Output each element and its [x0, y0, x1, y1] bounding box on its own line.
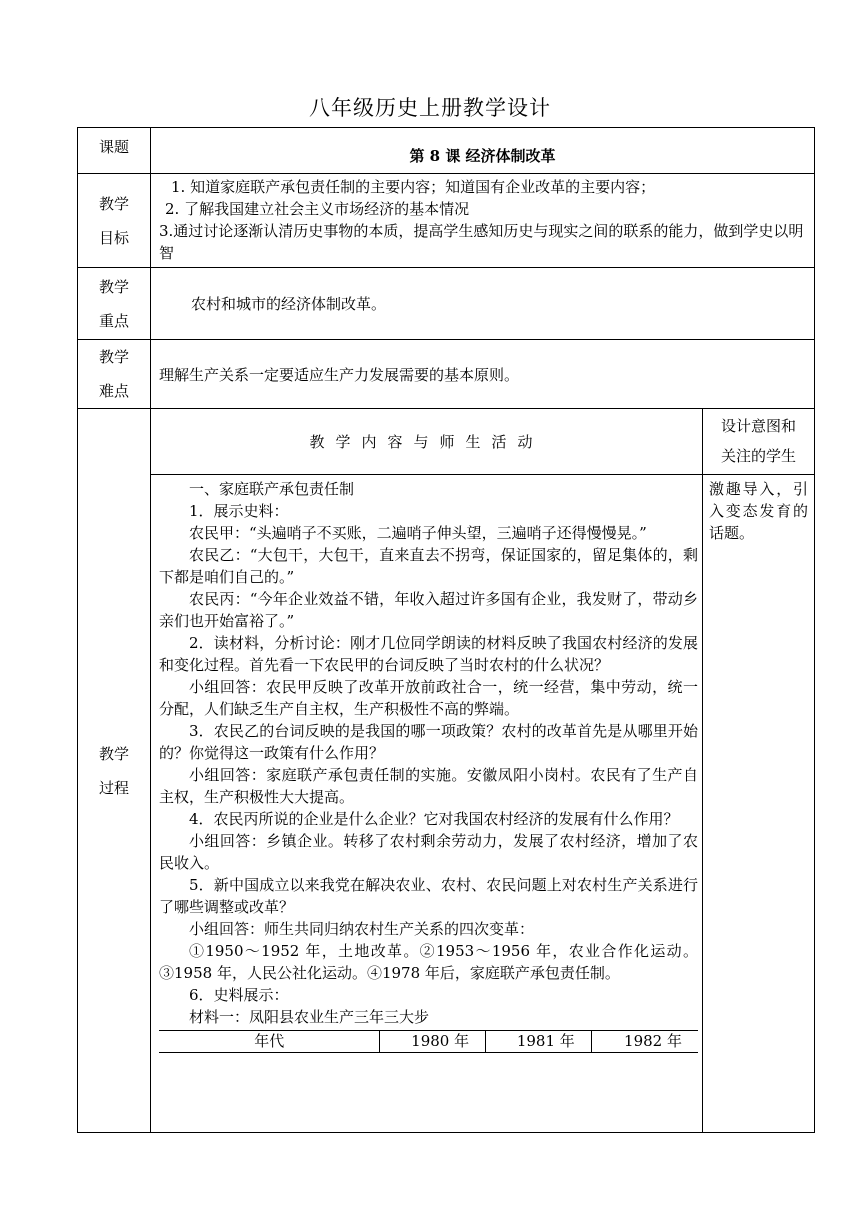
- process-paragraph: 农民丙：“今年企业效益不错，年收入超过许多国有企业，我发财了，带动乡亲们也开始富裕了。”: [159, 590, 698, 630]
- process-paragraph: 农民甲：“头遍哨子不买账，二遍哨子伸头望，三遍哨子还得慢慢晃。”: [189, 524, 647, 542]
- key-points-label: [78, 268, 151, 340]
- objectives-label-line2: 目标: [98, 228, 129, 247]
- process-paragraph: 3．农民乙的台词反映的是我国的哪一项政策？农村的改革首先是从哪里开始的？你觉得这一政策有什么作用？: [159, 722, 698, 762]
- process-paragraph: 2．读材料，分析讨论：刚才几位同学朗读的材料反映了我国农村经济的发展和变化过程。首先看一下农民甲的台词反映了当时农村的什么状况？: [159, 634, 698, 674]
- key-points-text: 农村和城市的经济体制改革。: [151, 268, 815, 340]
- objectives-label: [78, 174, 151, 268]
- process-paragraph: 一、家庭联产承包责任制: [189, 480, 355, 498]
- process-label-line1: 教学: [98, 744, 129, 763]
- topic-row: [78, 128, 815, 174]
- topic-label: 课题: [78, 128, 151, 174]
- process-paragraph: 材料一：凤阳县农业生产三年三大步: [189, 1008, 430, 1026]
- farm-output-header-row: [159, 1031, 698, 1053]
- difficulty-label-line2: 难点: [98, 382, 129, 400]
- process-paragraph: 农民乙：“大包干，大包干，直来直去不拐弯，保证国家的，留足集体的，剩下都是咱们自己的。”: [159, 546, 698, 586]
- process-paragraph: ①1950～1952 年，土地改革。②1953～1956 年，农业合作化运动。③1958 年，人民公社化运动。④1978 年后，家庭联产承包责任制。: [159, 942, 698, 982]
- process-paragraph: 1．展示史料：: [189, 502, 289, 520]
- process-header-row: [78, 409, 815, 475]
- document-title: 八年级历史上册教学设计: [309, 96, 551, 120]
- process-paragraph: 6．史料展示：: [189, 986, 289, 1004]
- difficulty-label: [78, 340, 151, 409]
- objectives-row: [78, 174, 815, 268]
- process-paragraph: 4．农民丙所说的企业是什么企业？它对我国农村经济的发展有什么作用？: [189, 810, 679, 828]
- year-cell: 1981 年: [486, 1031, 592, 1053]
- lesson-title: 第 8 课 经济体制改革: [151, 128, 815, 174]
- process-paragraph: 小组回答：农民甲反映了改革开放前政社合一，统一经营，集中劳动，统一分配，人们缺乏生产自主权，生产积极性不高的弊端。: [159, 678, 698, 718]
- key-points-label-line2: 重点: [98, 311, 129, 330]
- objectives-label-line1: 教学: [98, 194, 129, 213]
- year-cell: 1980 年: [380, 1031, 486, 1053]
- design-intent-note: 激趣导入，引入变态发育的话题。: [703, 475, 815, 1133]
- process-body-row: [78, 475, 815, 1133]
- process-label-line2: 过程: [98, 778, 129, 797]
- key-points-row: [78, 268, 815, 340]
- design-header-line1: 设计意图和: [721, 417, 797, 435]
- design-intent-header: [703, 409, 815, 475]
- design-header-line2: 关注的学生: [721, 447, 797, 465]
- process-paragraph: 小组回答：乡镇企业。转移了农村剩余劳动力，发展了农村经济，增加了农民收入。: [159, 832, 698, 872]
- farm-output-table: [159, 1030, 698, 1053]
- objective-item: 2. 了解我国建立社会主义市场经济的基本情况: [165, 200, 470, 218]
- era-header: 年代: [159, 1031, 380, 1053]
- objective-item: 3.通过讨论逐渐认清历史事物的本质，提高学生感知历史与现实之间的联系的能力，做到学史以明智: [159, 222, 804, 262]
- difficulty-label-line1: 教学: [98, 348, 129, 366]
- process-paragraph: 小组回答：师生共同归纳农村生产关系的四次变革：: [189, 920, 535, 938]
- process-label: [78, 409, 151, 1133]
- process-paragraph: 小组回答：家庭联产承包责任制的实施。安徽凤阳小岗村。农民有了生产自主权，生产积极性大大提高。: [159, 766, 698, 806]
- process-content: [151, 475, 703, 1133]
- difficulty-text: 理解生产关系一定要适应生产力发展需要的基本原则。: [151, 340, 815, 409]
- year-cell: 1982 年: [591, 1031, 698, 1053]
- key-points-label-line1: 教学: [98, 277, 129, 296]
- objectives-text: [151, 174, 815, 268]
- lesson-plan-table: [77, 127, 815, 1133]
- process-paragraph: 5．新中国成立以来我党在解决农业、农村、农民问题上对农村生产关系进行了哪些调整或改革？: [159, 876, 698, 916]
- objective-item: 1. 知道家庭联产承包责任制的主要内容；知道国有企业改革的主要内容；: [171, 178, 656, 196]
- content-header: 教学内容与师生活动: [151, 409, 703, 475]
- difficulty-row: [78, 340, 815, 409]
